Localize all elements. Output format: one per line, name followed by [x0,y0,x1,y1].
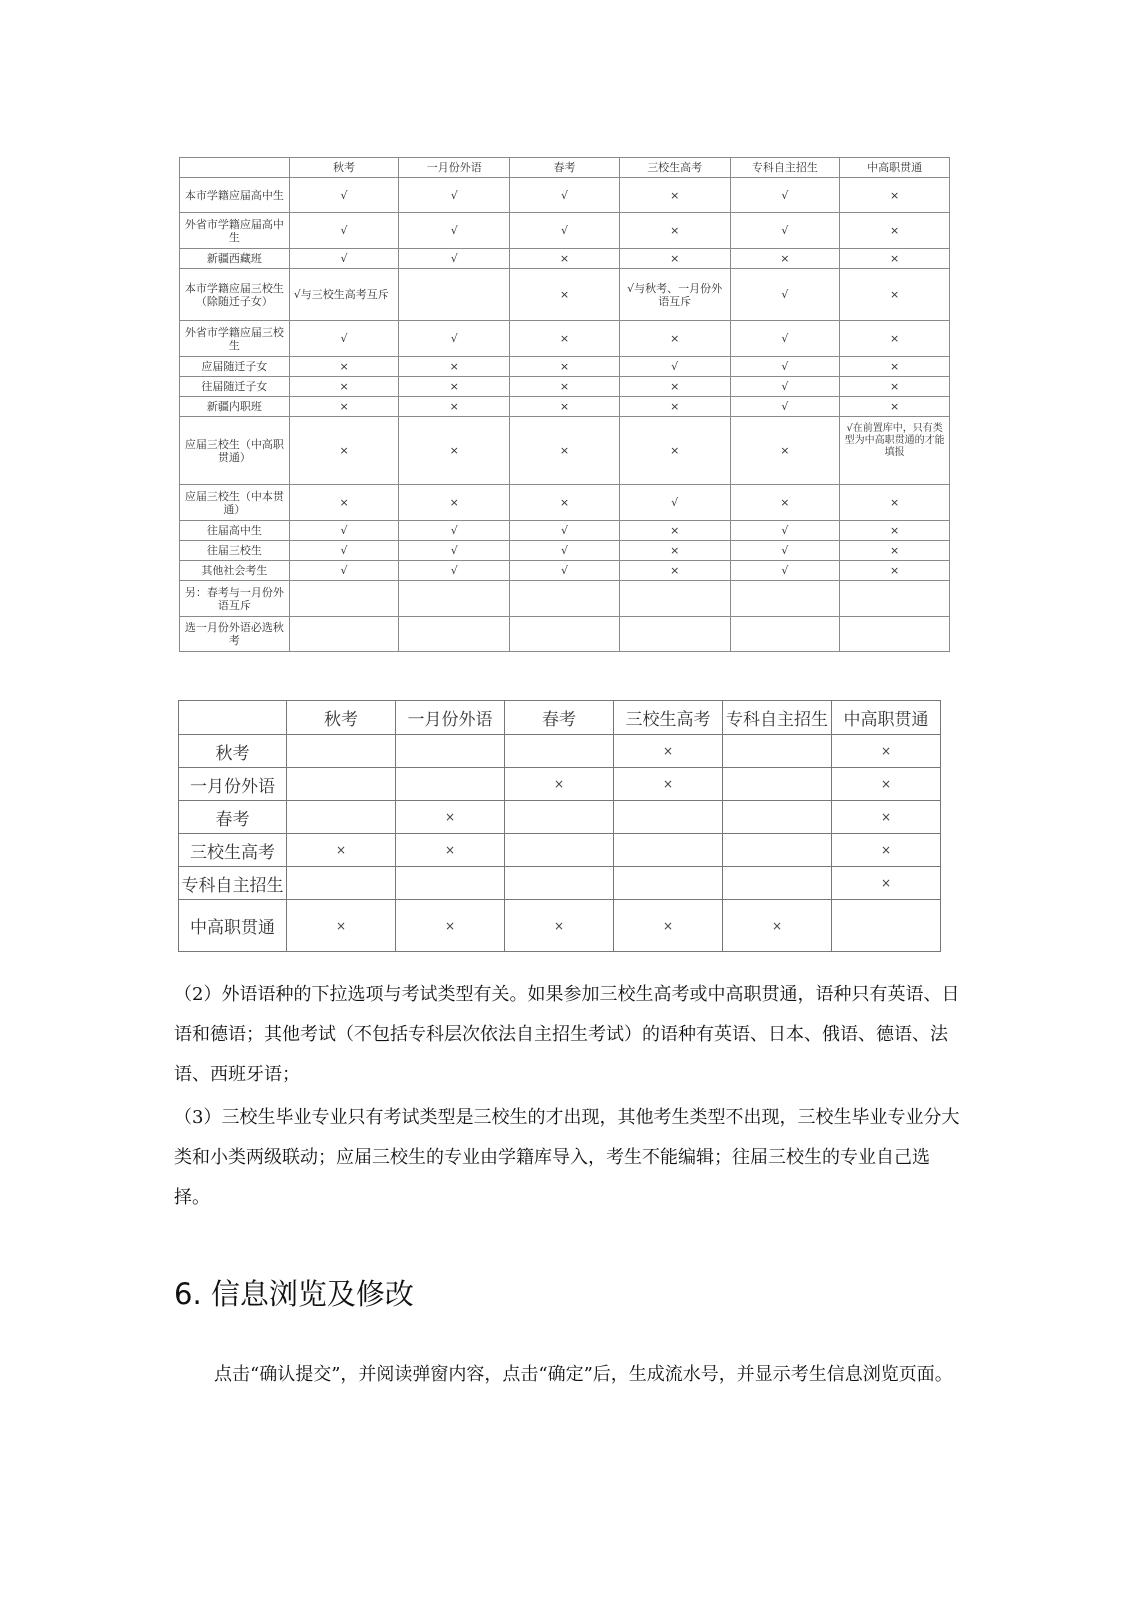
cell: × [399,357,510,377]
cell: × [399,377,510,397]
header-cell: 专科自主招生 [723,701,832,735]
row-label: 外省市学籍应届高中生 [180,213,290,249]
cell: √ [730,541,840,561]
cell: √ [510,213,620,249]
row-label: 本市学籍应届三校生（除随迁子女） [180,269,290,321]
cell [723,735,832,768]
cell: √ [399,541,510,561]
header-cell: 春考 [510,158,620,178]
header-cell: 中高职贯通 [832,701,941,735]
cell: × [399,485,510,521]
cell: √ [730,521,840,541]
header-cell: 秋考 [287,701,396,735]
cell [287,768,396,801]
cell: √ [289,561,399,581]
cell: × [619,561,730,581]
cell: √ [730,213,840,249]
paragraph-major-options: （3）三校生毕业专业只有考试类型是三校生的才出现，其他考生类型不出现，三校生毕业专业分大类和小类两级联动；应届三校生的专业由学籍库导入，考生不能编辑；往届三校生的专业自己选择。 [174,1107,960,1208]
cell: × [396,801,505,834]
cell: √ [289,249,399,269]
table-row [180,521,950,541]
table-row [179,768,941,801]
cell [505,801,614,834]
cell [619,581,730,617]
cell: × [619,397,730,417]
paragraph-browse-info: 点击“确认提交”，并阅读弹窗内容，点击“确定”后，生成流水号，并显示考生信息浏览页面。 [214,1364,953,1385]
header-cell [180,158,290,178]
cell [840,581,950,617]
table-row [180,397,950,417]
cell: × [614,735,723,768]
cell: √ [289,178,399,213]
cell: × [289,397,399,417]
cell: × [730,249,840,269]
cell [619,617,730,652]
cell [287,801,396,834]
table-header-row [180,158,950,178]
cell: × [840,321,950,357]
paragraph-language-options: （2）外语语种的下拉选项与考试类型有关。如果参加三校生高考或中高职贯通，语种只有英语、日语和德语；其他考试（不包括专科层次依法自主招生考试）的语种有英语、日本、俄语、德语、法语、西班牙语； [174,984,960,1085]
row-label: 应届三校生（中本贯通） [180,485,290,521]
cell: × [832,735,941,768]
cell: √ [289,541,399,561]
exclusion-matrix-table [178,700,941,952]
cell [510,581,620,617]
table-row [180,617,950,652]
table-row [180,269,950,321]
cell [505,834,614,867]
cell: √ [730,321,840,357]
table-row [179,735,941,768]
row-label: 其他社会考生 [180,561,290,581]
row-label: 春考 [179,801,287,834]
table-row [180,178,950,213]
header-cell: 中高职贯通 [840,158,950,178]
header-cell: 三校生高考 [614,701,723,735]
cell: × [289,485,399,521]
cell [399,269,510,321]
cell: × [840,269,950,321]
header-cell: 专科自主招生 [730,158,840,178]
cell [399,617,510,652]
table-row [179,801,941,834]
table-row [179,867,941,900]
table-row [180,485,950,521]
cell: √ [510,541,620,561]
row-label: 本市学籍应届高中生 [180,178,290,213]
row-label: 一月份外语 [179,768,287,801]
cell [730,581,840,617]
cell [723,801,832,834]
cell: √ [399,213,510,249]
cell: × [619,541,730,561]
table-row [179,834,941,867]
table-row [180,561,950,581]
cell [723,867,832,900]
table-row [180,321,950,357]
cell: × [840,521,950,541]
header-cell: 春考 [505,701,614,735]
cell: × [619,321,730,357]
cell: × [614,768,723,801]
table-header-row [179,701,941,735]
cell [289,581,399,617]
cell: × [840,213,950,249]
cell [287,867,396,900]
cell [289,617,399,652]
row-label: 往届随迁子女 [180,377,290,397]
table-row [180,541,950,561]
cell: √ [730,269,840,321]
cell: √ [619,357,730,377]
cell: √ [289,321,399,357]
table-row [180,357,950,377]
row-label: 另：春考与一月份外语互斥 [180,581,290,617]
cell: √ [730,397,840,417]
row-label: 应届三校生（中高职贯通） [180,417,290,485]
cell: × [505,768,614,801]
cell: × [510,377,620,397]
cell: × [510,321,620,357]
cell [510,617,620,652]
header-cell: 一月份外语 [396,701,505,735]
cell: × [287,900,396,952]
table-row [179,900,941,952]
cell: × [505,900,614,952]
cell: × [840,357,950,377]
cell: × [289,377,399,397]
cell [287,735,396,768]
row-label: 新疆内职班 [180,397,290,417]
cell: √ [399,178,510,213]
cell: × [840,485,950,521]
cell: × [399,397,510,417]
cell [723,768,832,801]
header-cell: 一月份外语 [399,158,510,178]
cell: × [840,178,950,213]
header-cell: 三校生高考 [619,158,730,178]
cell [840,617,950,652]
cell: × [619,178,730,213]
row-label: 中高职贯通 [179,900,287,952]
cell [614,834,723,867]
cell [505,867,614,900]
row-label: 应届随迁子女 [180,357,290,377]
cell [614,867,723,900]
row-label: 三校生高考 [179,834,287,867]
cell: × [619,417,730,485]
cell: × [840,397,950,417]
cell [730,617,840,652]
cell: √ [289,213,399,249]
cell: × [840,377,950,397]
cell: × [399,417,510,485]
cell: × [510,397,620,417]
cell: × [614,900,723,952]
cell: × [289,357,399,377]
cell: √ [730,377,840,397]
cell [832,900,941,952]
row-label: 往届高中生 [180,521,290,541]
cell: × [730,485,840,521]
cell: × [840,561,950,581]
cell: × [723,900,832,952]
row-label: 选一月份外语必选秋考 [180,617,290,652]
cell: × [730,417,840,485]
cell: × [287,834,396,867]
section-heading: 6. 信息浏览及修改 [174,1277,414,1311]
cell: × [510,357,620,377]
cell [505,735,614,768]
eligibility-table [179,157,950,652]
cell: × [619,249,730,269]
cell [396,867,505,900]
cell: × [832,768,941,801]
table-row [180,417,950,485]
cell: × [840,249,950,269]
cell: √ [399,321,510,357]
cell: √在前置库中，只有类型为中高职贯通的才能填报 [840,417,950,485]
cell: × [619,213,730,249]
cell [396,735,505,768]
cell: × [832,834,941,867]
cell: × [832,867,941,900]
table-row [180,581,950,617]
cell: √ [399,521,510,541]
cell: × [840,541,950,561]
cell: × [619,521,730,541]
cell: × [510,485,620,521]
cell: √与三校生高考互斥 [289,269,399,321]
cell: × [510,249,620,269]
cell: √ [730,178,840,213]
row-label: 新疆西藏班 [180,249,290,269]
cell: × [619,377,730,397]
table-row [180,249,950,269]
cell: √ [510,521,620,541]
row-label: 专科自主招生 [179,867,287,900]
cell: √ [399,561,510,581]
cell: × [289,417,399,485]
row-label: 外省市学籍应届三校生 [180,321,290,357]
header-cell: 秋考 [289,158,399,178]
cell: √ [619,485,730,521]
table-row [180,377,950,397]
cell: √与秋考、一月份外语互斥 [619,269,730,321]
cell: × [510,269,620,321]
cell [723,834,832,867]
cell: × [396,900,505,952]
cell: × [396,834,505,867]
cell: √ [289,521,399,541]
header-cell [179,701,287,735]
cell: √ [510,561,620,581]
row-label: 往届三校生 [180,541,290,561]
cell: × [510,417,620,485]
cell: √ [730,561,840,581]
cell [396,768,505,801]
cell [399,581,510,617]
table-row [180,213,950,249]
cell: × [832,801,941,834]
row-label: 秋考 [179,735,287,768]
cell [614,801,723,834]
cell: √ [510,178,620,213]
cell: √ [399,249,510,269]
cell: √ [730,357,840,377]
